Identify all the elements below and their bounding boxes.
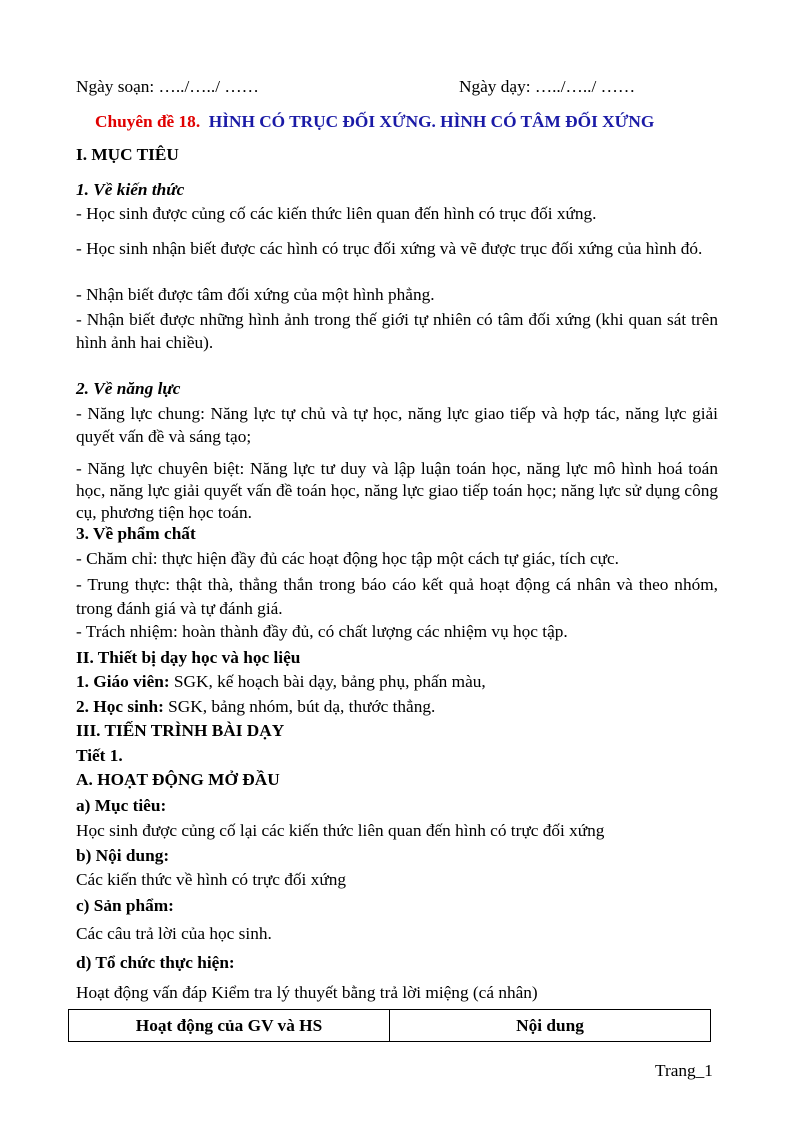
competence-item-1: - Năng lực chung: Năng lực tự chủ và tự học, năng lực giao tiếp và hợp tác, năng lực giải quyết vấn đề và sáng tạo;: [76, 404, 718, 446]
equipment-teacher-label: 1. Giáo viên:: [76, 672, 170, 691]
title-main: HÌNH CÓ TRỤC ĐỐI XỨNG. HÌNH CÓ TÂM ĐỐI XỨNG: [208, 112, 655, 131]
knowledge-item-4: - Nhận biết được những hình ảnh trong thế giới tự nhiên có tâm đối xứng (khi quan sát trên hình ảnh hai chiều).: [76, 310, 718, 352]
date-taught: Ngày dạy: …../…../ ……: [459, 77, 636, 96]
heading-qualities: 3. Về phẩm chất: [76, 524, 196, 543]
objective-label: a) Mục tiêu:: [76, 796, 167, 815]
equipment-student: [76, 697, 435, 717]
table-header-activities: Hoạt động của GV và HS: [69, 1010, 390, 1042]
heading-knowledge: 1. Về kiến thức: [76, 180, 185, 199]
heading-competence: 2. Về năng lực: [76, 379, 181, 398]
date-prepared: Ngày soạn: …../…../ ……: [76, 77, 259, 96]
heading-progress: III. TIẾN TRÌNH BÀI DẠY: [76, 721, 285, 740]
equipment-teacher-text: SGK, kế hoạch bài dạy, bảng phụ, phấn màu,: [169, 672, 486, 691]
qualities-item-3: - Trách nhiệm: hoàn thành đầy đủ, có chất lượng các nhiệm vụ học tập.: [76, 622, 568, 641]
product-label: c) Sản phẩm:: [76, 896, 174, 915]
organization-label: d) Tổ chức thực hiện:: [76, 953, 235, 972]
competence-item-2: - Năng lực chuyên biệt: Năng lực tư duy và lập luận toán học, năng lực mô hình hoá toán học, năng lực giải quyết vấn đề toán học, năng lực giao tiếp toán học; năng lực sử dụng công cụ, phương tiện học toán.: [76, 459, 718, 522]
knowledge-item-3: - Nhận biết được tâm đối xứng của một hình phẳng.: [76, 285, 435, 304]
heading-opening-activity: A. HOẠT ĐỘNG MỞ ĐẦU: [76, 770, 280, 789]
page-number: Trang_1: [655, 1061, 713, 1080]
content-text: Các kiến thức về hình có trực đối xứng: [76, 870, 346, 889]
heading-equipment: II. Thiết bị dạy học và học liệu: [76, 648, 301, 667]
objective-text: Học sinh được củng cố lại các kiến thức liên quan đến hình có trực đối xứng: [76, 821, 605, 840]
lesson-period: Tiết 1.: [76, 746, 123, 765]
product-text: Các câu trả lời của học sinh.: [76, 924, 272, 943]
equipment-teacher: [76, 672, 486, 692]
equipment-student-label: 2. Học sinh:: [76, 697, 164, 716]
knowledge-item-2: - Học sinh nhận biết được các hình có trục đối xứng và vẽ được trục đối xứng của hình đó.: [76, 239, 703, 258]
activity-table-header: [68, 1009, 711, 1042]
qualities-item-2: - Trung thực: thật thà, thẳng thắn trong báo cáo kết quả hoạt động cá nhân và theo nhóm, trong đánh giá và tự đánh giá.: [76, 575, 718, 618]
content-label: b) Nội dung:: [76, 846, 170, 865]
table-header-content: Nội dung: [390, 1010, 711, 1042]
document-title: [95, 112, 654, 132]
equipment-student-text: SGK, bảng nhóm, bút dạ, thước thẳng.: [163, 697, 436, 716]
table-row: [69, 1010, 711, 1042]
heading-objectives: I. MỤC TIÊU: [76, 145, 179, 164]
qualities-item-1: - Chăm chỉ: thực hiện đầy đủ các hoạt động học tập một cách tự giác, tích cực.: [76, 549, 619, 568]
knowledge-item-1: - Học sinh được củng cố các kiến thức liên quan đến hình có trục đối xứng.: [76, 204, 597, 223]
organization-text: Hoạt động vấn đáp Kiểm tra lý thuyết bằng trả lời miệng (cá nhân): [76, 983, 538, 1002]
title-prefix: Chuyên đề 18.: [95, 112, 201, 131]
